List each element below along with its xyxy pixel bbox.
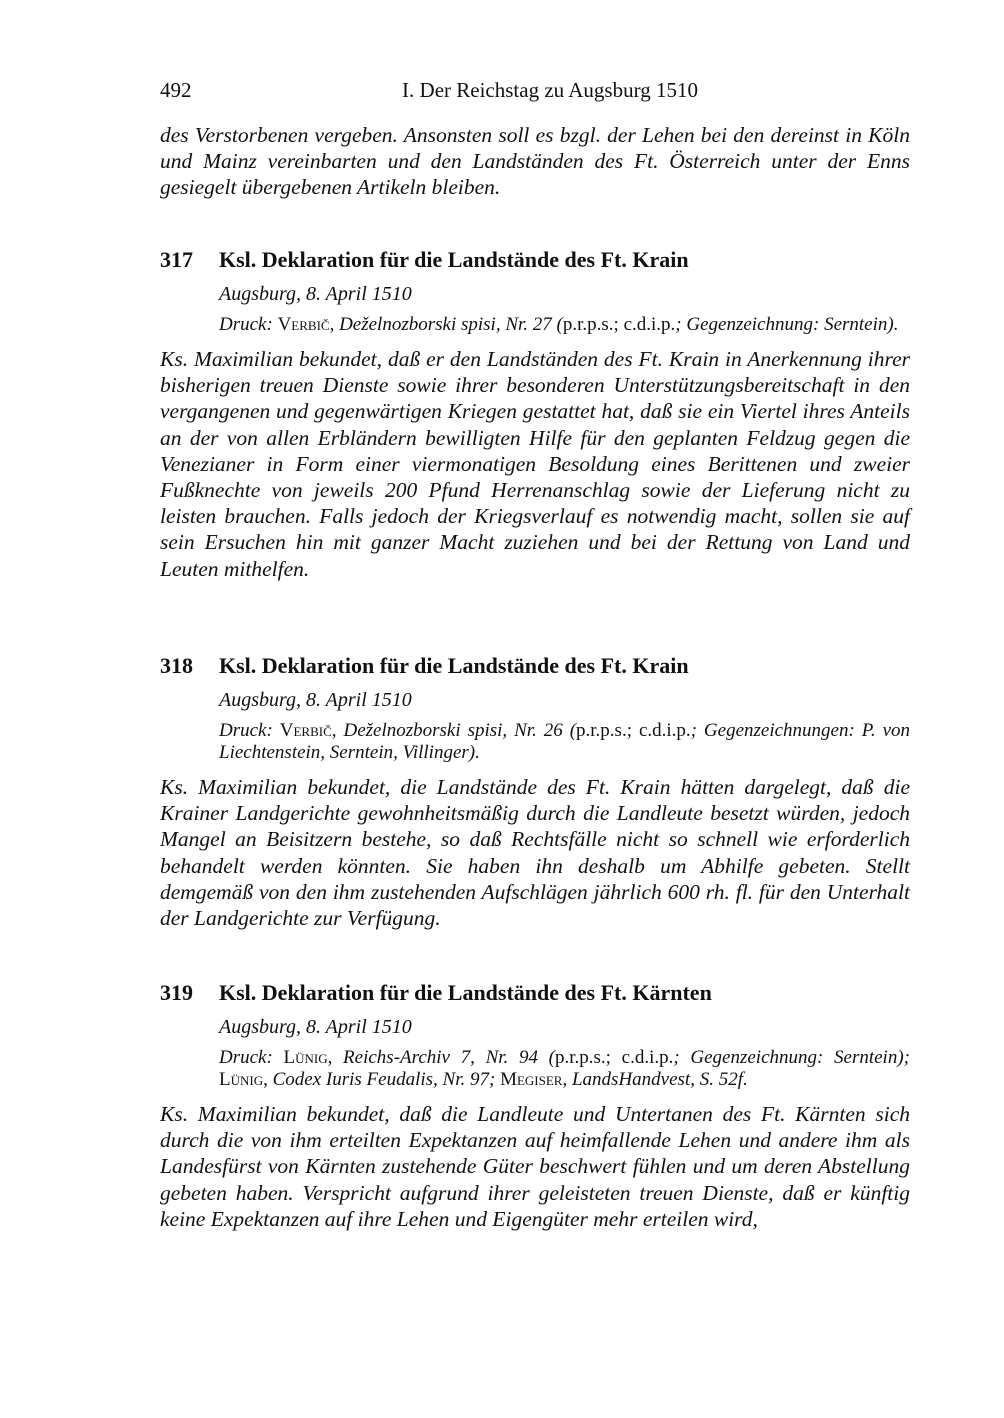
entry-heading [160, 980, 910, 1010]
print-marks: p.r.p.s.; [562, 314, 619, 335]
entry-title: Ksl. Deklaration für die Landstände des Ft. Krain [219, 653, 689, 678]
print-marks: p.r.p.s.; [555, 1047, 611, 1068]
print-reference [219, 1047, 910, 1091]
page-number: 492 [160, 78, 192, 102]
print-label: Druck: [219, 314, 273, 335]
entry-meta [219, 1014, 910, 1091]
print-marks-2: c.d.i.p. [623, 314, 676, 335]
print-marks: p.r.p.s.; [576, 720, 632, 741]
print-author-2: Lünig, [219, 1069, 268, 1090]
print-marks-2: c.d.i.p. [621, 1047, 674, 1068]
print-author-3: Megiser, [500, 1069, 568, 1090]
print-work: Reichs-Archiv 7, Nr. 94 ( [343, 1047, 555, 1068]
intro-paragraph: des Verstorbenen vergeben. Ansonsten soll es bzgl. der Lehen bei den dereinst in Köln und Mainz vereinbarten und den Landständen des Ft. Österreich unter der Enns gesiegelt übergebenen Artikeln bleiben. [160, 123, 910, 200]
entry-title: Ksl. Deklaration für die Landstände des Ft. Kärnten [219, 980, 712, 1005]
entry-abstract: Ks. Maximilian bekundet, daß er den Landständen des Ft. Krain in Anerkennung ihrer bisherigen treuen Dienste sowie ihrer besonderen Unterstützungsbereitschaft in den vergangenen und gegenwärtigen Kriegen gestattet hat, daß sie ein Viertel ihres Anteils an der von allen Erbländern bewilligten Hilfe für den geplanten Feldzug gegen die Venezianer in Form einer viermonatigen Besoldung eines Berittenen und zweier Fußknechte von jeweils 200 Pfund Herrenanschlag sowie der Lieferung nicht zu leisten brauchen. Falls jedoch der Kriegsverlauf es notwendig macht, sollen sie auf sein Ersuchen hin mit ganzer Macht zuziehen und bei der Rettung von Land und Leuten mithelfen. [160, 347, 910, 581]
print-work-2: Codex Iuris Feudalis, Nr. 97; [272, 1069, 496, 1090]
entry-318 [160, 653, 910, 931]
entry-date: Augsburg, 8. April 1510 [219, 689, 412, 711]
entry-meta [219, 281, 910, 336]
entry-number: 319 [160, 980, 193, 1005]
entry-heading [160, 247, 910, 277]
print-countersign: ; Gegenzeichnungen: P. von Liechtenstein, Serntein, Villinger). [219, 720, 911, 763]
print-countersign: ; Gegenzeichnung: Serntein); [673, 1047, 910, 1068]
running-title: I. Der Reichstag zu Augsburg 1510 [402, 78, 698, 102]
entry-date: Augsburg, 8. April 1510 [219, 283, 412, 305]
entry-319 [160, 980, 910, 1232]
entry-317 [160, 247, 910, 582]
print-label: Druck: [219, 1047, 273, 1068]
page-header [160, 78, 910, 108]
entry-number: 317 [160, 247, 193, 272]
print-reference [219, 314, 910, 336]
print-label: Druck: [219, 720, 273, 741]
entry-heading [160, 653, 910, 683]
print-marks-2: c.d.i.p. [638, 720, 691, 741]
print-author: Lünig, [283, 1047, 333, 1068]
entry-meta [219, 687, 910, 764]
entry-number: 318 [160, 653, 193, 678]
print-work: Deželnozborski spisi, Nr. 27 ( [339, 314, 563, 335]
print-work-3: LandsHandvest, S. 52f. [571, 1069, 748, 1090]
print-countersign: ; Gegenzeichnung: Serntein). [675, 314, 899, 335]
intro-paragraph-block [160, 122, 910, 201]
print-reference [219, 720, 910, 764]
print-author: Verbič, [277, 314, 335, 335]
entry-abstract: Ks. Maximilian bekundet, daß die Landleute und Untertanen des Ft. Kärnten sich durch die von ihm erteilten Expektanzen auf heimfallende Lehen und andere ihm als Landesfürst von Kärnten zustehende Güter beschwert fühlen und um deren Abstellung gebeten haben. Verspricht aufgrund ihrer geleisteten treuen Dienste, daß er künftig keine Expektanzen auf ihre Lehen und Eigengüter mehr erteilen wird, [160, 1102, 910, 1231]
print-work: Deželnozborski spisi, Nr. 26 ( [343, 720, 577, 741]
entry-date: Augsburg, 8. April 1510 [219, 1016, 412, 1038]
print-author: Verbič, [279, 720, 337, 741]
entry-title: Ksl. Deklaration für die Landstände des Ft. Krain [219, 247, 689, 272]
entry-abstract: Ks. Maximilian bekundet, die Landstände des Ft. Krain hätten dargelegt, daß die Krainer Landgerichte gewohnheitsmäßig durch die Landleute besetzt würden, jedoch Mangel an Beisitzern bestehe, so daß Rechtsfälle nicht so schnell wie erforderlich behandelt werden könnten. Sie haben ihn deshalb um Abhilfe gebeten. Stellt demgemäß von den ihm zustehenden Aufschlägen jährlich 600 rh. fl. für den Unterhalt der Landgerichte zur Verfügung. [160, 775, 910, 931]
